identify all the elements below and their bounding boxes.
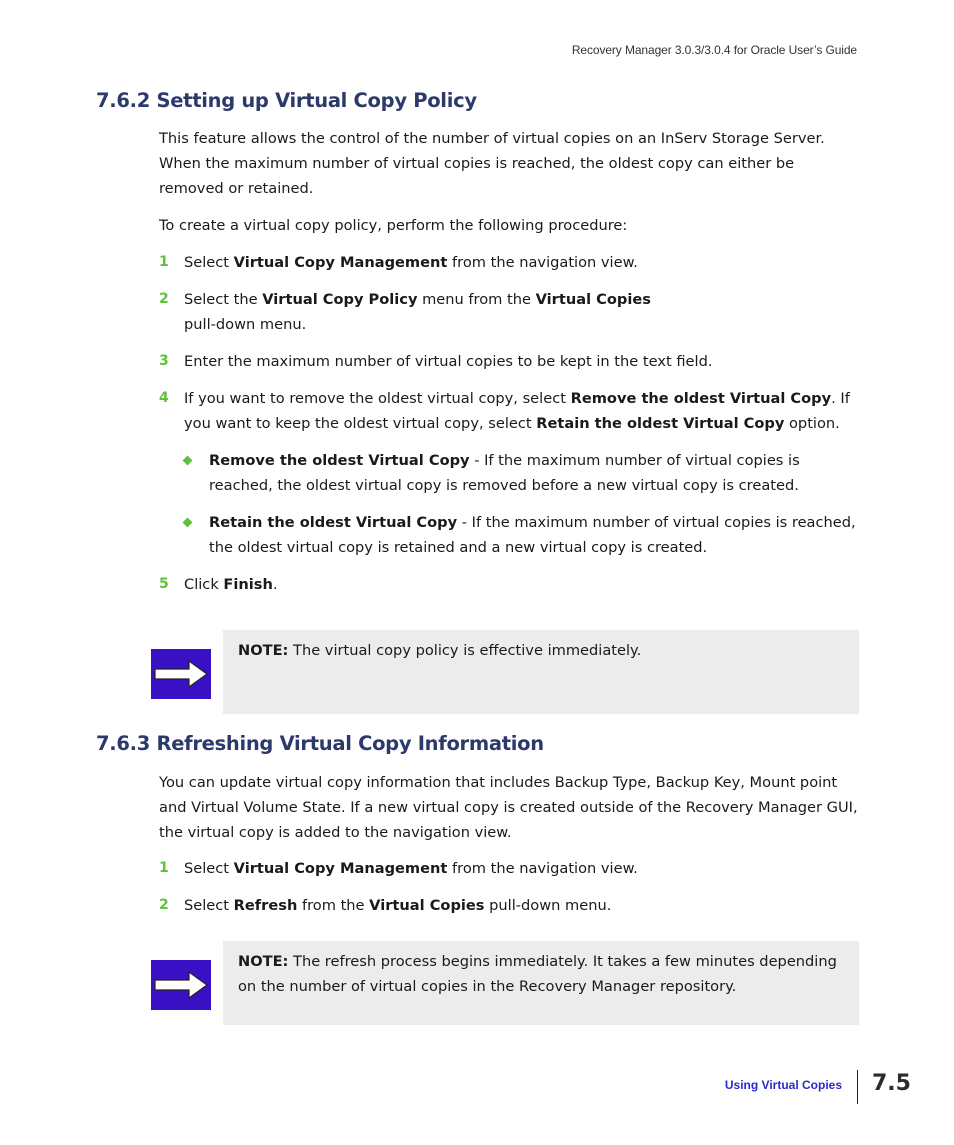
running-header: Recovery Manager 3.0.3/3.0.4 for Oracle User’s Guide xyxy=(571,43,857,57)
step-2: 2 Select Refresh from the Virtual Copies pull-down menu. xyxy=(159,893,859,918)
section-intro: You can update virtual copy information that includes Backup Type, Backup Key, Mount point and Virtual Volume State. If a new virtual copy is created outside of the Recovery Manager GUI, the virtual copy is added to the navigation view. xyxy=(159,774,858,841)
step-number: 3 xyxy=(159,353,169,369)
step-4: 4 If you want to remove the oldest virtual copy, select Remove the oldest Virtual Copy. If you want to keep the oldest virtual copy, select Retain the oldest Virtual Copy option. xyxy=(159,386,859,436)
step-5: 5 Click Finish. xyxy=(159,572,859,597)
section-title-7-6-3: 7.6.3 Refreshing Virtual Copy Information xyxy=(96,732,544,755)
arrow-right-icon xyxy=(151,649,211,699)
step-number: 1 xyxy=(159,860,169,876)
note-box xyxy=(223,941,859,1025)
arrow-right-icon xyxy=(151,960,211,1010)
step-number: 2 xyxy=(159,291,169,307)
step-2: 2 Select the Virtual Copy Policy menu from the Virtual Copies pull-down menu. xyxy=(159,287,679,337)
step-3: 3 Enter the maximum number of virtual copies to be kept in the text field. xyxy=(159,349,859,374)
page-number: 7.5 xyxy=(872,1071,911,1096)
step-number: 1 xyxy=(159,254,169,270)
footer-chapter-label: Using Virtual Copies xyxy=(724,1078,842,1092)
diamond-bullet-icon xyxy=(183,518,193,528)
step-number: 2 xyxy=(159,897,169,913)
note-text: NOTE: The refresh process begins immediately. It takes a few minutes depending on the number of virtual copies in the Recovery Manager repository. xyxy=(238,953,837,995)
step-number: 5 xyxy=(159,576,169,592)
bullet-retain-oldest: Retain the oldest Virtual Copy - If the maximum number of virtual copies is reached, the oldest virtual copy is retained and a new virtual copy is created. xyxy=(184,510,864,560)
section-intro: This feature allows the control of the number of virtual copies on an InServ Storage Server. When the maximum number of virtual copies is reached, the oldest copy can either be removed or retained. xyxy=(159,130,825,197)
bullet-remove-oldest: Remove the oldest Virtual Copy - If the maximum number of virtual copies is reached, the oldest virtual copy is removed before a new virtual copy is created. xyxy=(184,448,864,498)
step-1: 1 Select Virtual Copy Management from the navigation view. xyxy=(159,250,859,275)
section-title-7-6-2: 7.6.2 Setting up Virtual Copy Policy xyxy=(96,89,477,112)
note-box xyxy=(223,630,859,714)
step-1: 1 Select Virtual Copy Management from the navigation view. xyxy=(159,856,859,881)
diamond-bullet-icon xyxy=(183,456,193,466)
step-number: 4 xyxy=(159,390,169,406)
footer-divider xyxy=(857,1070,858,1104)
note-text: NOTE: The virtual copy policy is effective immediately. xyxy=(238,642,642,659)
procedure-lead: To create a virtual copy policy, perform the following procedure: xyxy=(159,217,628,234)
